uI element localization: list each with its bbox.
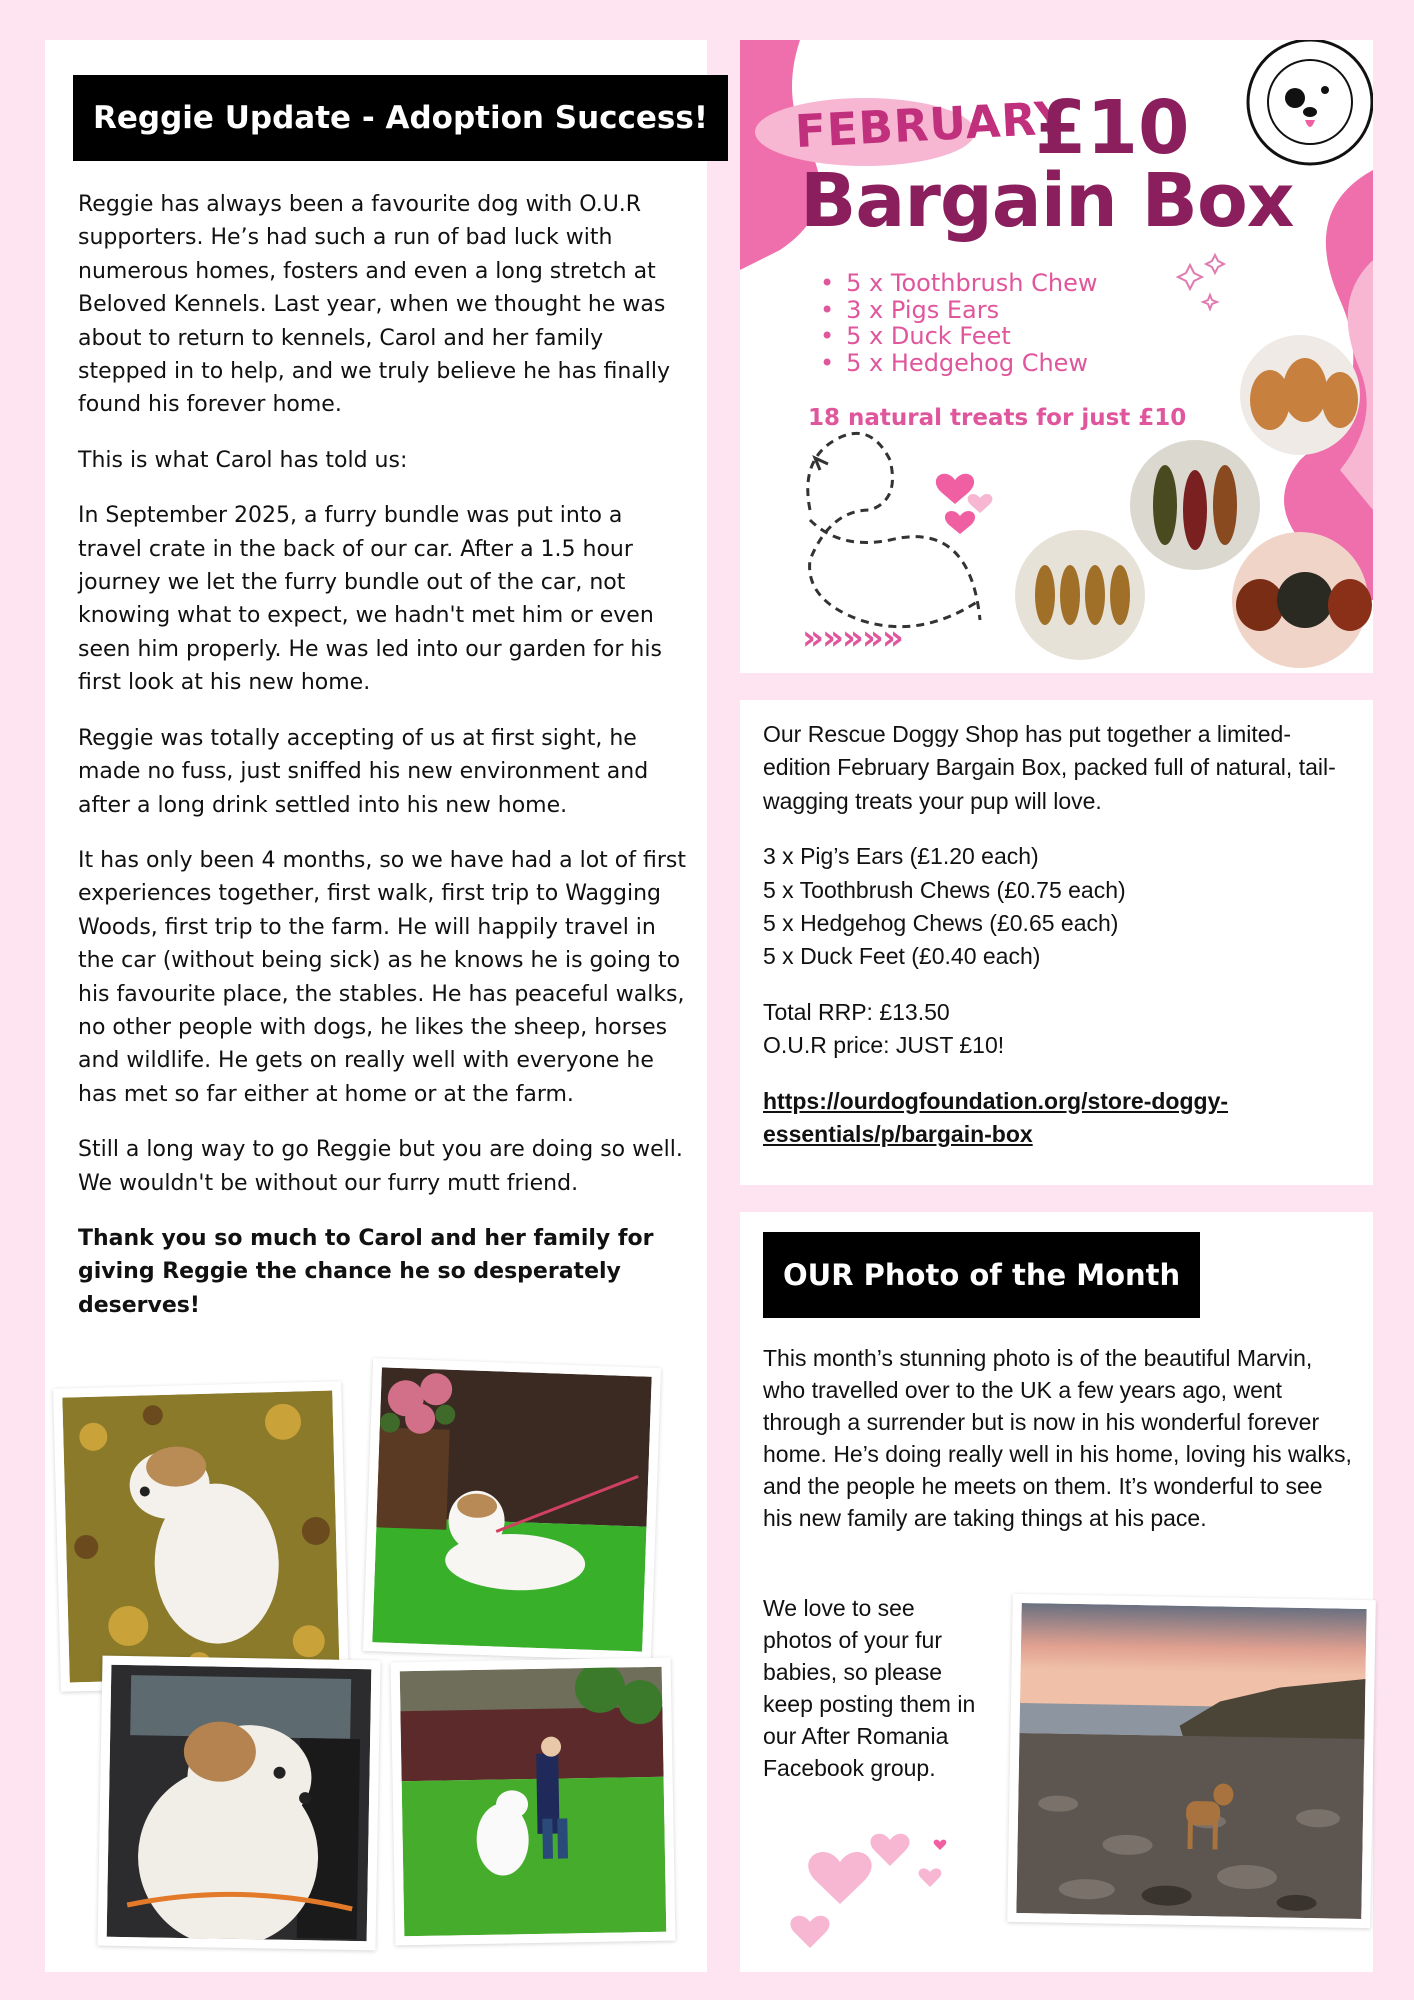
photo-of-month-section (740, 1212, 1373, 1972)
shop-price-list (763, 840, 1353, 974)
our-price: O.U.R price: JUST £10! (763, 1032, 1005, 1059)
promo-title: Bargain Box (800, 158, 1294, 244)
photo-of-month-heading: OUR Photo of the Month (763, 1232, 1200, 1318)
shop-totals (763, 996, 1353, 1063)
bargain-box-promo (740, 40, 1373, 673)
reggie-photo-lawn (391, 1658, 676, 1946)
marvin-beach-photo (1007, 1594, 1376, 1928)
reggie-article (45, 40, 707, 1972)
thank-you-note: Thank you so much to Carol and her family for giving Reggie the chance he so desperately deserves! (78, 1225, 654, 1318)
reggie-photo-leaves (53, 1381, 349, 1691)
paragraph: It has only been 4 months, so we have had a lot of first experiences together, first walk, first trip to Wagging Woods, first trip to the farm. He will happily travel in the car (without being sick) as he knows he is going to his favourite place, the stables. He has peaceful walks, no other people with dogs, he likes the sheep, horses and wildlife. He gets on really well with everyone he has met so far either at home or at the farm. (78, 847, 686, 1107)
shop-intro: Our Rescue Doggy Shop has put together a limited-edition February Bargain Box, packed full of natural, tail-wagging treats your pup will love. (763, 721, 1336, 814)
promo-arrows: »»»»» (802, 618, 902, 658)
shop-description (740, 700, 1373, 1185)
paragraph: In September 2025, a furry bundle was put into a travel crate in the back of our car. After a 1.5 hour journey we let the furry bundle out of the car, not knowing what to expect, we hadn't met him or even seen him properly. He was led into our garden for his first look at his new home. (78, 503, 662, 696)
paragraph: This month’s stunning photo is of the beautiful Marvin, who travelled over to the UK a few years ago, went through a surrender but is now in his wonderful forever home. He’s doing really well in his home, loving his walks, and the people he meets on them. It’s wonderful to see his new family are taking things at his pace. (763, 1345, 1352, 1531)
paragraph: We love to see photos of your fur babies, so please keep posting them in our After Romania Facebook group. (763, 1595, 976, 1781)
article-body (78, 188, 690, 1344)
promo-item: • 5 x Hedgehog Chew (820, 350, 1097, 377)
promo-item: • 5 x Toothbrush Chew (820, 270, 1097, 297)
shop-line: 5 x Duck Feet (£0.40 each) (763, 943, 1041, 970)
hearts-decoration (780, 1822, 960, 1952)
promo-item: • 3 x Pigs Ears (820, 297, 1097, 324)
promo-tagline: 18 natural treats for just £10 (808, 405, 1187, 431)
bargain-box-link[interactable]: https://ourdogfoundation.org/store-doggy-essentials/p/bargain-box (763, 1087, 1229, 1148)
photo-call-to-action (763, 1592, 988, 1804)
promo-item-list (820, 270, 1097, 376)
reggie-photo-garden (363, 1358, 661, 1661)
total-rrp: Total RRP: £13.50 (763, 998, 950, 1025)
promo-price: £10 (1035, 85, 1190, 171)
shop-line: 3 x Pig’s Ears (£1.20 each) (763, 843, 1039, 870)
photo-of-month-description (763, 1342, 1358, 1554)
promo-month: FEBRUARY (793, 90, 1070, 159)
paragraph: Still a long way to go Reggie but you are doing so well. We wouldn't be without our furry mutt friend. (78, 1137, 683, 1196)
paragraph: Reggie was totally accepting of us at first sight, he made no fuss, just sniffed his new environment and after a long drink settled into his new home. (78, 725, 649, 818)
paragraph: Reggie has always been a favourite dog with O.U.R supporters. He’s had such a run of bad luck with numerous homes, fosters and even a long stretch at Beloved Kennels. Last year, when we thought he was about to return to kennels, Carol and her family stepped in to help, and we truly believe he has finally found his forever home. (78, 192, 671, 418)
shop-line: 5 x Toothbrush Chews (£0.75 each) (763, 876, 1126, 903)
promo-item: • 5 x Duck Feet (820, 323, 1097, 350)
paragraph: This is what Carol has told us: (78, 447, 408, 473)
shop-line: 5 x Hedgehog Chews (£0.65 each) (763, 910, 1119, 937)
article-heading: Reggie Update - Adoption Success! (73, 75, 728, 161)
reggie-photo-car (97, 1656, 380, 1951)
